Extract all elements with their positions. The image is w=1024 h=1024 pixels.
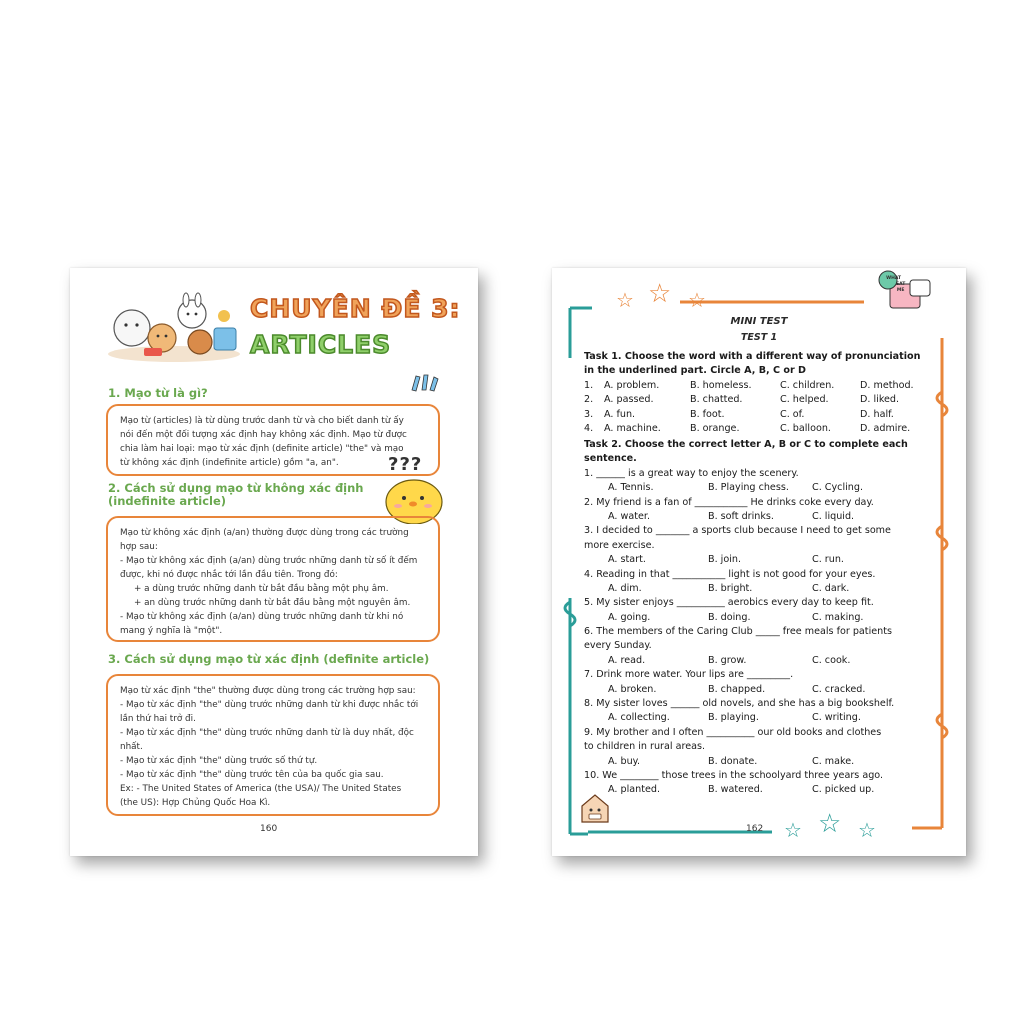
section-box-3 (106, 674, 440, 816)
test-subheading: TEST 1 (740, 332, 778, 343)
test-heading: MINI TEST (730, 316, 788, 327)
task-instruction: in the underlined part. Circle A, B, C or D (584, 365, 807, 377)
option-c[interactable]: C. balloon. (780, 422, 831, 434)
text-line: - Mạo từ xác định "the" dùng trước những danh từ là duy nhất, độc (120, 728, 414, 738)
text-line: hợp sau: (120, 542, 158, 552)
option-c[interactable]: C. picked up. (812, 784, 875, 796)
task-instruction: Task 1. Choose the word with a different way of pronunciation (584, 351, 921, 362)
option-c[interactable]: C. cracked. (812, 683, 866, 695)
star-icon: ☆ (648, 279, 672, 309)
question-stem: 4. Reading in that ___________ light is not good for your eyes. (584, 568, 876, 580)
question-stem: 6. The members of the Caring Club _____ free meals for patients (584, 626, 892, 638)
option-b[interactable]: B. chatted. (690, 394, 743, 406)
text-line: mang ý nghĩa là "một". (120, 626, 223, 636)
options-row (584, 654, 936, 668)
option-c[interactable]: C. children. (780, 379, 835, 391)
option-a[interactable]: A. collecting. (608, 712, 670, 724)
options-row (584, 783, 936, 797)
question-stem: more exercise. (584, 539, 655, 551)
option-c[interactable]: C. cook. (812, 654, 851, 666)
text-line: Mạo từ (articles) là từ dùng trước danh từ và cho biết danh từ ấy (120, 416, 404, 426)
option-b[interactable]: B. playing. (708, 712, 759, 724)
sticker-word: WHAT (886, 276, 902, 281)
text-line: Mạo từ không xác định (a/an) thường được dùng trong các trường (120, 528, 409, 538)
page-number: 160 (260, 824, 278, 834)
question-number: 3. (584, 408, 594, 420)
text-line: + an dùng trước những danh từ bắt đầu bằng một nguyên âm. (134, 598, 411, 608)
question-number: 2. (584, 394, 594, 406)
text-line: chia làm hai loại: mạo từ xác định (definite article) "the" và mạo (120, 444, 404, 454)
options-row (584, 611, 936, 625)
text-line: Ex: - The United States of America (the USA)/ The United States (120, 784, 402, 794)
question-stem: 8. My sister loves ______ old novels, and she has a big bookshelf. (584, 698, 895, 710)
text-line: được, khi nó được nhắc tới lần đầu tiên. Trong đó: (120, 570, 338, 580)
question-stem: 9. My brother and I often __________ our old books and clothes (584, 726, 882, 738)
sticker-word: EAT (896, 282, 906, 287)
left-page (70, 268, 478, 856)
option-c[interactable]: C. Cycling. (812, 482, 863, 494)
option-c[interactable]: C. writing. (812, 712, 861, 724)
text-line: (the US): Hợp Chủng Quốc Hoa Kì. (120, 798, 271, 808)
option-b[interactable]: B. watered. (708, 784, 763, 796)
text-line: - Mạo từ xác định "the" dùng trước tên của ba quốc gia sau. (120, 770, 384, 780)
question-row (584, 408, 936, 422)
cute-animals-illustration (104, 288, 244, 364)
option-b[interactable]: B. soft drinks. (708, 510, 774, 522)
chapter-subtitle: ARTICLES (250, 330, 392, 359)
options-row (584, 582, 936, 596)
heading-line: (indefinite article) (108, 494, 227, 508)
question-number: 1. (584, 379, 594, 391)
question-stem: 2. My friend is a fan of ___________ He drinks coke every day. (584, 496, 874, 508)
option-a[interactable]: A. read. (608, 654, 646, 666)
section-heading-1: 1. Mạo từ là gì? (108, 386, 208, 400)
options-row (584, 755, 936, 769)
question-row (584, 379, 936, 393)
task-2 (584, 438, 936, 798)
text-line: lần thứ hai trở đi. (120, 714, 196, 724)
text-line: Mạo từ xác định "the" thường được dùng trong các trường hợp sau: (120, 686, 416, 696)
option-b[interactable]: B. homeless. (690, 379, 752, 391)
question-stem: to children in rural areas. (584, 741, 706, 753)
option-b[interactable]: B. join. (708, 554, 742, 566)
question-stem: 5. My sister enjoys __________ aerobics every day to keep fit. (584, 597, 874, 609)
question-row (584, 393, 936, 407)
option-c[interactable]: C. dark. (812, 582, 850, 594)
option-a[interactable]: A. going. (608, 611, 651, 623)
option-b[interactable]: B. orange. (690, 422, 740, 434)
page-number: 162 (746, 824, 764, 834)
option-c[interactable]: C. make. (812, 755, 855, 767)
question-stem: 7. Drink more water. Your lips are _________. (584, 669, 794, 681)
question-number: 4. (584, 422, 594, 434)
option-d[interactable]: D. method. (860, 379, 914, 391)
chapter-title: CHUYÊN ĐỀ 3: (250, 294, 461, 323)
task-instruction: sentence. (584, 453, 637, 465)
text-line: + a dùng trước những danh từ bắt đầu bằng một phụ âm. (134, 584, 389, 594)
option-a[interactable]: A. start. (608, 554, 646, 566)
text-line: - Mạo từ xác định "the" dùng trước những danh từ khi được nhắc tới (120, 700, 419, 710)
option-a[interactable]: A. problem. (604, 379, 660, 391)
option-c[interactable]: C. run. (812, 554, 844, 566)
option-a[interactable]: A. dim. (608, 582, 642, 594)
option-a[interactable]: A. passed. (604, 394, 654, 406)
text-line: - Mạo từ không xác định (a/an) dùng trước những danh từ số ít đếm (120, 556, 418, 566)
text-line: từ không xác định (indefinite article) gồm "a, an". (120, 458, 339, 468)
right-page (552, 268, 966, 856)
question-stem: every Sunday. (584, 640, 652, 652)
option-d[interactable]: D. admire. (860, 422, 911, 434)
option-d[interactable]: D. half. (860, 408, 894, 420)
options-row (584, 683, 936, 697)
sparkle-lines-icon (408, 372, 442, 394)
sticker-label (882, 276, 905, 294)
option-c[interactable]: C. of. (780, 408, 805, 420)
options-row (584, 481, 936, 495)
question-stem: 10. We ________ those trees in the schoolyard three years ago. (584, 769, 884, 781)
star-icon: ☆ (616, 288, 634, 312)
option-a[interactable]: A. Tennis. (608, 482, 654, 494)
star-icon: ☆ (858, 818, 876, 842)
options-row (584, 711, 936, 725)
question-stem: 3. I decided to _______ a sports club because I need to get some (584, 525, 891, 537)
option-d[interactable]: D. liked. (860, 394, 900, 406)
text-line: nói đến một đối tượng xác định hay không xác định. Mạo từ được (120, 430, 407, 440)
text-line: - Mạo từ không xác định (a/an) dùng trước những danh từ khi nó (120, 612, 404, 622)
section-box-2 (106, 516, 440, 642)
option-a[interactable]: A. machine. (604, 422, 661, 434)
cute-house-icon (578, 792, 612, 824)
task-instruction: Task 2. Choose the correct letter A, B or C to complete each (584, 439, 908, 450)
option-c[interactable]: C. making. (812, 611, 864, 623)
option-a[interactable]: A. planted. (608, 784, 661, 796)
option-b[interactable]: B. donate. (708, 755, 758, 767)
option-b[interactable]: B. chapped. (708, 683, 766, 695)
option-a[interactable]: A. water. (608, 510, 650, 522)
option-b[interactable]: B. Playing chess. (708, 482, 789, 494)
text-line: nhất. (120, 742, 143, 752)
option-b[interactable]: B. grow. (708, 654, 747, 666)
option-b[interactable]: B. doing. (708, 611, 751, 623)
task-1 (584, 350, 936, 436)
star-icon: ☆ (818, 809, 842, 839)
section-heading-3: 3. Cách sử dụng mạo từ xác định (definite article) (108, 652, 430, 666)
question-marks: ??? (388, 454, 423, 475)
question-row (584, 422, 936, 436)
sticker-word: ME (896, 288, 905, 293)
options-row (584, 553, 936, 567)
star-icon: ☆ (784, 818, 802, 842)
heading-line: 2. Cách sử dụng mạo từ không xác định (108, 481, 364, 495)
text-line: - Mạo từ xác định "the" dùng trước số thứ tự. (120, 756, 318, 766)
star-icon: ☆ (688, 288, 706, 312)
option-b[interactable]: B. bright. (708, 582, 753, 594)
question-stem: 1. ______ is a great way to enjoy the scenery. (584, 467, 799, 479)
option-a[interactable]: A. buy. (608, 755, 641, 767)
option-a[interactable]: A. broken. (608, 683, 657, 695)
options-row (584, 510, 936, 524)
option-c[interactable]: C. liquid. (812, 510, 855, 522)
option-a[interactable]: A. fun. (604, 408, 636, 420)
option-c[interactable]: C. helped. (780, 394, 829, 406)
option-b[interactable]: B. foot. (690, 408, 725, 420)
section-heading-2 (108, 482, 364, 508)
